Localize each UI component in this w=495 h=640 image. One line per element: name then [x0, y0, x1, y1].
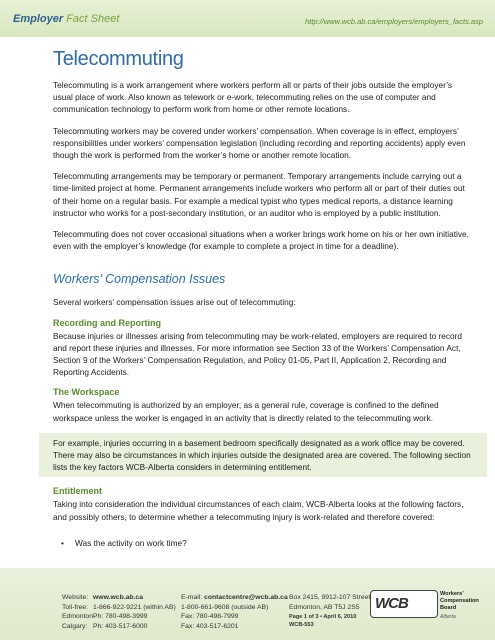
fact-sheet-label: [13, 13, 119, 25]
highlight-box: [39, 433, 487, 478]
wcb-logo-text: WCB: [375, 595, 408, 612]
subheading-entitlement: Entitlement: [53, 486, 103, 497]
page-info: [289, 614, 356, 629]
paragraph-definition: Telecommuting is a work arrangement where workers perform all or parts of their jobs outside the employer’s usual place of work. Also known as telework or e-work, telecommuting relies on the use of computer and communication technology to perform work from home or other remote locations.: [53, 80, 453, 115]
bullet-icon: •: [61, 537, 64, 548]
section-intro: Several workers’ compensation issues arise out of telecommuting:: [53, 297, 296, 308]
address-line-2: Edmonton, AB T5J 2S5: [289, 603, 360, 611]
footer-address: [289, 593, 370, 612]
org-line-3: Board: [440, 604, 457, 611]
bullet-text: Was the activity on work time?: [75, 537, 187, 548]
page-date: Page 1 of 3 • April 6, 2010: [289, 614, 357, 620]
page-title: Telecommuting: [53, 48, 184, 70]
paragraph-example: For example, injuries occurring in a basement bedroom specifically designated as a work office may be covered. There may also be circumstances in which injuries outside the designated area are covered. The following section lists the key factors WCB-Alberta considers in determining entitlement.: [53, 437, 471, 473]
organization-name: [440, 591, 479, 611]
edmonton-fax: Fax: 780-498-7999: [181, 613, 239, 621]
footer: [0, 568, 495, 640]
calgary-fax: Fax: 403-517-6201: [181, 622, 239, 630]
outside-ab-number: 1-800-661-9608 (outside AB): [181, 603, 269, 611]
section-title: Workers’ Compensation Issues: [53, 272, 226, 287]
header-url-link[interactable]: http://www.wcb.ab.ca/employers/employers_facts.asp: [305, 17, 483, 26]
address-line-1: Box 2415, 9912-107 Street: [289, 594, 371, 601]
subheading-workspace: The Workspace: [53, 387, 120, 398]
header-band: [0, 0, 495, 37]
edmonton-label: Edmonton: [62, 613, 93, 621]
paragraph-coverage: Telecommuting workers may be covered under workers’ compensation. When coverage is in effect, employers’ responsibilities under workers’ compensation legislation (including recording and reporting accidents) apply even though the work is performed from the worker’s home or another remote location.: [53, 125, 466, 161]
website-link[interactable]: www.wcb.ab.ca: [93, 594, 143, 601]
document-body: [53, 48, 473, 549]
email-link[interactable]: contactcentre@wcb.ab.ca: [204, 594, 288, 601]
paragraph-arrangements: Telecommuting arrangements may be temporary or permanent. Temporary arrangements include carrying out a time-limited project at home. Permanent arrangements include workers who perform all or part of their duties out of their home on a regular basis. For example a medical typist who types medical reports, a distance learning instructor who works for a post-secondary institution, or an auditor who is employed by a public institution.: [53, 171, 465, 218]
paragraph-workspace: When telecommuting is authorized by an employer, as a general rule, coverage is confined to the defined workspace unless the worker is engaged in an activity that is directly related to the telecommuting work.: [53, 400, 439, 423]
tollfree-label: Toll-free:: [62, 603, 89, 611]
footer-labels: [62, 593, 93, 631]
calgary-phone: Ph: 403-517-6000: [93, 622, 148, 630]
email-label: E-mail:: [181, 594, 203, 601]
paragraph-entitlement: Taking into consideration the individual circumstances of each claim, WCB-Alberta looks at the following factors, and possibly others, to determine whether a telecommuting injury is work-related and therefore covered:: [53, 499, 464, 522]
paragraph-recording: Because injuries or illnesses arising from telecommuting may be work-related, employers are required to record and report these injuries and illnesses. For more information see Section 33 of the Workers’ Compensation Act, Section 9 of the Workers’ Compensation Regulation, and Policy 01-05, Part II, Application 2, Recording and Reporting Accidents.: [53, 330, 463, 378]
subheading-recording: Recording and Reporting: [53, 317, 161, 328]
employer-label: Employer: [13, 13, 64, 25]
paragraph-exclusions: Telecommuting does not cover occasional situations when a worker brings work home on his or her own initiative, even with the employer’s knowledge (for example to complete a project in time for a deadline).: [53, 229, 469, 252]
edmonton-phone: Ph: 780-498-3999: [93, 613, 148, 621]
document-code: WCB-553: [289, 621, 314, 628]
tollfree-number: 1-866-922-9221 (within AB): [93, 603, 176, 611]
org-line-2: Compensation: [440, 597, 479, 604]
footer-email-fax: [181, 593, 288, 631]
province-label: Alberta: [440, 614, 456, 620]
footer-contact-values: [93, 593, 176, 631]
fact-sheet-text: Fact Sheet: [66, 13, 120, 25]
wcb-logo: [370, 590, 438, 618]
list-item: [53, 537, 473, 549]
calgary-label: Calgary:: [62, 622, 88, 630]
website-label: Website:: [62, 594, 89, 601]
org-line-1: Workers’: [440, 591, 464, 597]
